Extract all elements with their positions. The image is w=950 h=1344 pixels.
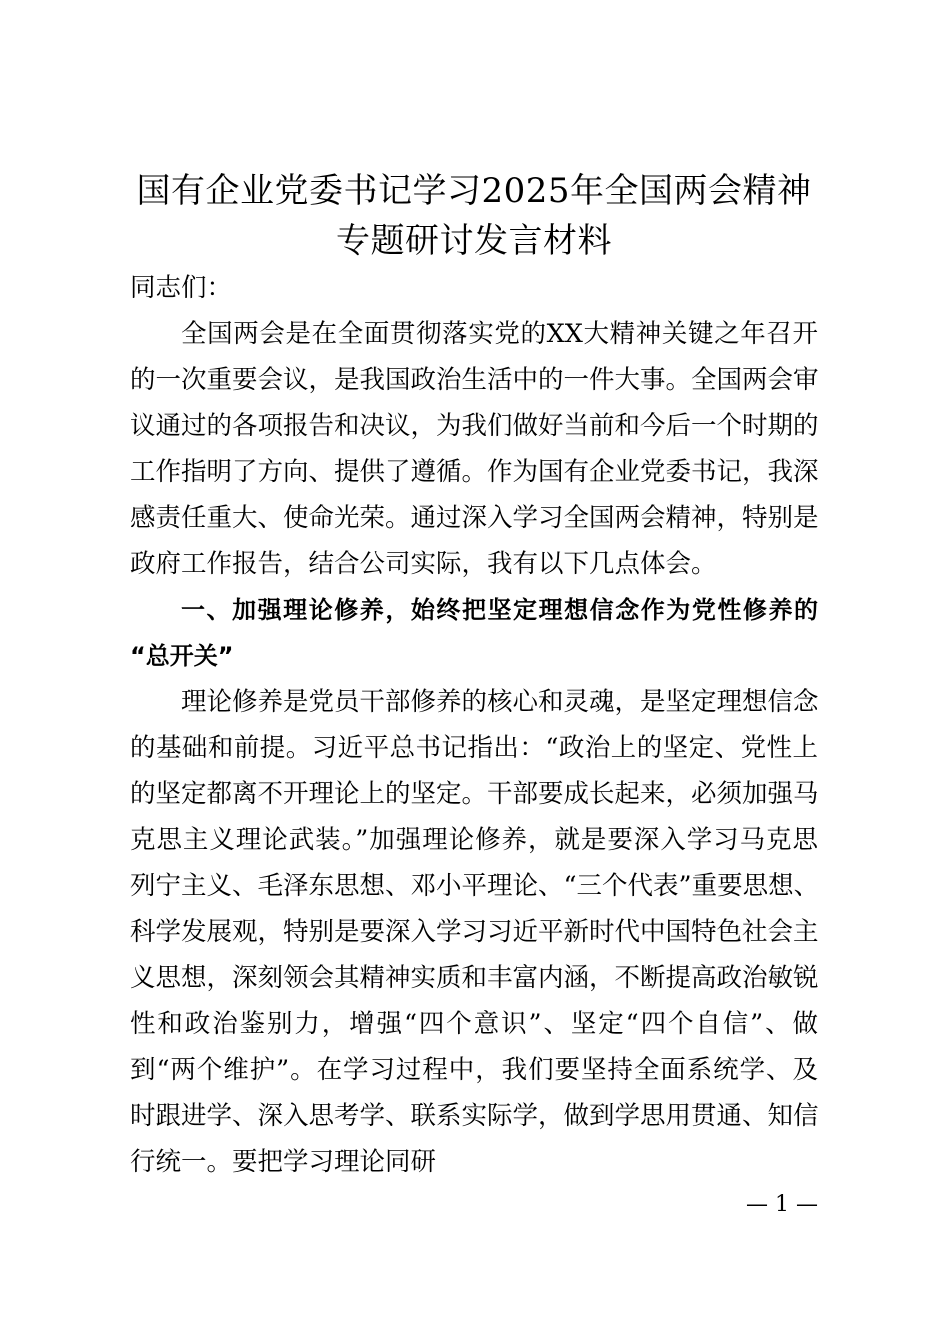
paragraph-line: 性和政治鉴别力，增强“四个意识”、坚定“四个自信”、做	[130, 1009, 818, 1039]
page-number: — 1 —	[746, 1192, 818, 1217]
document-title	[130, 166, 818, 266]
paragraph-line: 行统一。要把学习理论同研	[130, 1147, 437, 1177]
paragraph-line: 的一次重要会议，是我国政治生活中的一件大事。全国两会审	[130, 365, 819, 395]
title-line-1: 国有企业党委书记学习2025年全国两会精神	[136, 171, 812, 211]
paragraph-line: 科学发展观，特别是要深入学习习近平新时代中国特色社会主	[130, 917, 819, 947]
paragraph-line: 列宁主义、毛泽东思想、邓小平理论、“三个代表”重要思想、	[130, 871, 820, 901]
paragraph-intro	[130, 311, 818, 587]
paragraph-line: 工作指明了方向、提供了遵循。作为国有企业党委书记，我深	[130, 457, 819, 487]
section-heading-1	[130, 587, 818, 679]
paragraph-line: 全国两会是在全面贯彻落实党的XX大精神关键之年召开	[181, 319, 818, 349]
paragraph-theory	[130, 679, 818, 1185]
paragraph-line: 克思主义理论武装。”加强理论修养，就是要深入学习马克思	[130, 825, 818, 855]
paragraph-line: 感责任重大、使命光荣。通过深入学习全国两会精神，特别是	[130, 503, 819, 533]
paragraph-line: 政府工作报告，结合公司实际，我有以下几点体会。	[130, 549, 717, 579]
paragraph-line: 时跟进学、深入思考学、联系实际学，做到学思用贯通、知信	[130, 1101, 819, 1131]
paragraph-line: 义思想，深刻领会其精神实质和丰富内涵，不断提高政治敏锐	[130, 963, 819, 993]
document-body	[130, 265, 818, 1185]
title-line-2: 专题研讨发言材料	[336, 221, 612, 261]
paragraph-line: 议通过的各项报告和决议，为我们做好当前和今后一个时期的	[130, 411, 819, 441]
salutation: 同志们：	[130, 273, 233, 303]
heading-line: “总开关”	[130, 642, 234, 670]
paragraph-line: 的坚定都离不开理论上的坚定。干部要成长起来，必须加强马	[130, 779, 819, 809]
paragraph-line: 理论修养是党员干部修养的核心和灵魂，是坚定理想信念	[181, 687, 819, 717]
heading-line: 一、加强理论修养，始终把坚定理想信念作为党性修养的	[181, 596, 818, 624]
paragraph-line: 的基础和前提。习近平总书记指出：“政治上的坚定、党性上	[130, 733, 818, 763]
paragraph-line: 到“两个维护”。在学习过程中，我们要坚持全面系统学、及	[130, 1055, 818, 1085]
